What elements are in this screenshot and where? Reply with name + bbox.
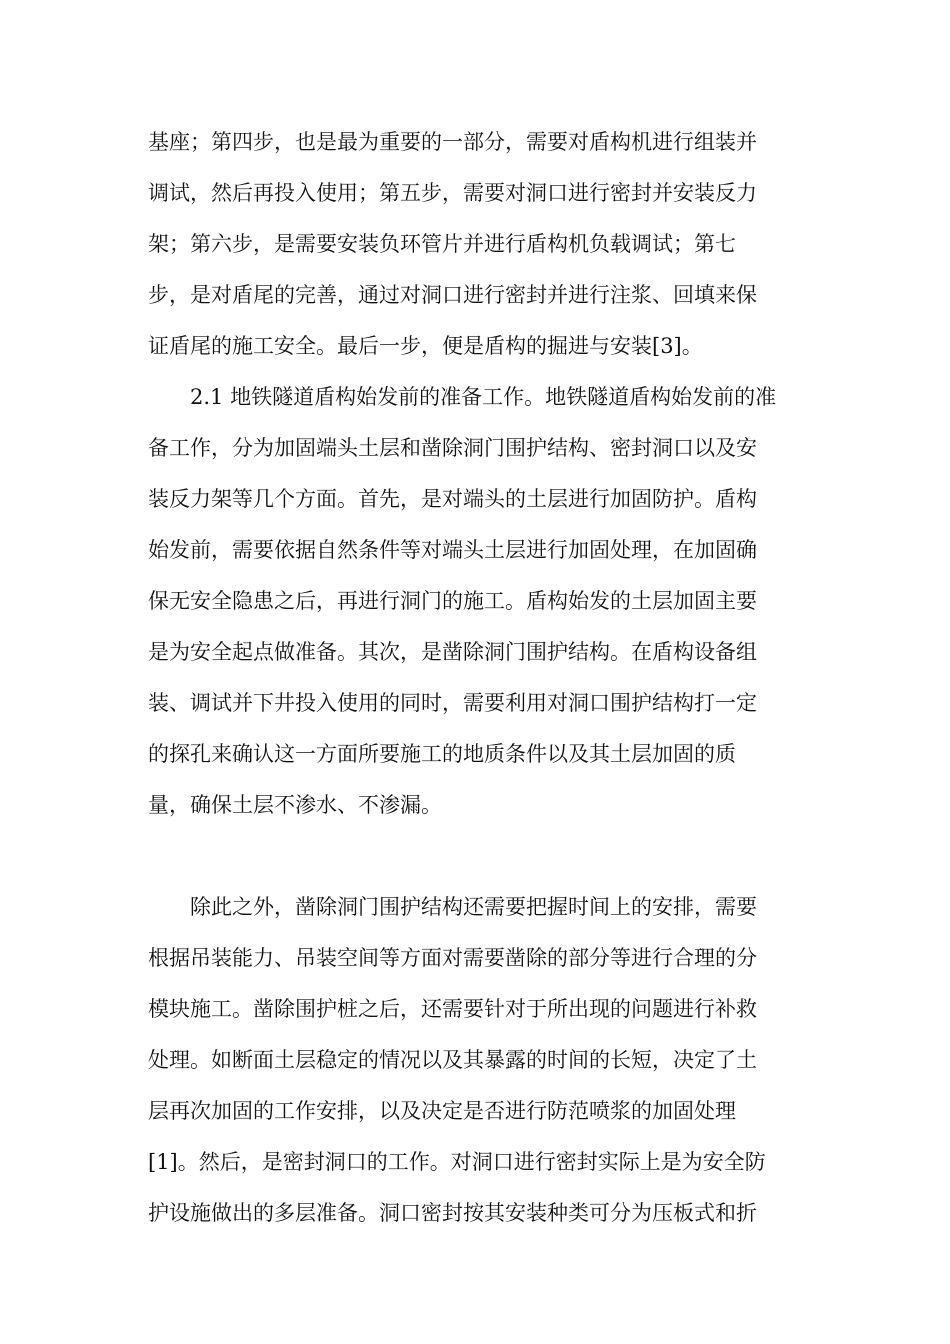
text-line: 步，是对盾尾的完善，通过对洞口进行密封并进行注浆、回填来保 <box>148 283 757 307</box>
paragraph-3 <box>148 882 808 1239</box>
text-line: 基座；第四步，也是最为重要的一部分，需要对盾构机进行组装并 <box>148 130 757 154</box>
text-line <box>148 831 808 882</box>
text-line: 层再次加固的工作安排，以及决定是否进行防范喷浆的加固处理 <box>148 1099 736 1123</box>
text-line: 护设施做出的多层准备。洞口密封按其安装种类可分为压板式和折 <box>148 1201 757 1225</box>
text-line: 的探孔来确认这一方面所要施工的地质条件以及其土层加固的质 <box>148 742 736 766</box>
text-line: 始发前，需要依据自然条件等对端头土层进行加固处理，在加固确 <box>148 538 757 562</box>
text-line: [1]。然后，是密封洞口的工作。对洞口进行密封实际上是为安全防 <box>148 1150 766 1174</box>
text-line: 证盾尾的施工安全。最后一步，便是盾构的掘进与安装[3]。 <box>148 334 703 358</box>
text-line: 根据吊装能力、吊装空间等方面对需要凿除的部分等进行合理的分 <box>148 946 757 970</box>
text-line: 量，确保土层不渗水、不渗漏。 <box>148 793 442 817</box>
text-line: 保无安全隐患之后，再进行洞门的施工。盾构始发的土层加固主要 <box>148 589 757 613</box>
text-line: 调试，然后再投入使用；第五步，需要对洞口进行密封并安装反力 <box>148 181 757 205</box>
text-line: 模块施工。凿除围护桩之后，还需要针对于所出现的问题进行补救 <box>148 997 757 1021</box>
text-line: 2.1 地铁隧道盾构始发前的准备工作。地铁隧道盾构始发前的准 <box>190 385 777 409</box>
text-line: 是为安全起点做准备。其次，是凿除洞门围护结构。在盾构设备组 <box>148 640 757 664</box>
text-line: 处理。如断面土层稳定的情况以及其暴露的时间的长短，决定了土 <box>148 1048 757 1072</box>
text-line: 装反力架等几个方面。首先，是对端头的土层进行加固防护。盾构 <box>148 487 757 511</box>
text-line: 备工作，分为加固端头土层和凿除洞门围护结构、密封洞口以及安 <box>148 436 757 460</box>
paragraph-2 <box>148 372 808 882</box>
text-line: 架；第六步，是需要安装负环管片并进行盾构机负载调试；第七 <box>148 232 736 256</box>
text-line: 装、调试并下井投入使用的同时，需要利用对洞口围护结构打一定 <box>148 691 757 715</box>
paragraph-1 <box>148 117 808 372</box>
text-line: 除此之外，凿除洞门围护结构还需要把握时间上的安排，需要 <box>190 895 757 919</box>
document-body <box>148 117 808 1239</box>
